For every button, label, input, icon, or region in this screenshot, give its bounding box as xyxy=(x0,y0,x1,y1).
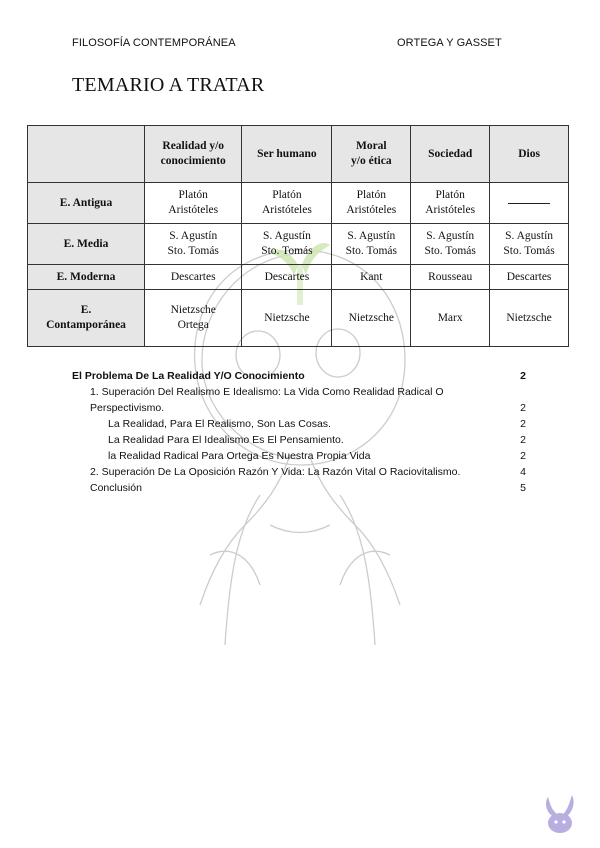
table-cell: S. Agustín Sto. Tomás xyxy=(411,224,490,265)
toc-entry-text: El Problema De La Realidad Y/O Conocimiento xyxy=(72,370,305,382)
toc-entry-page: 2 xyxy=(520,418,526,430)
column-header-ser-humano: Ser humano xyxy=(242,126,332,183)
table-cell: Nietzsche xyxy=(490,290,569,347)
table-row xyxy=(28,224,569,265)
header-author: ORTEGA Y GASSET xyxy=(397,37,502,49)
table-cell: Kant xyxy=(332,265,411,290)
temario-table xyxy=(27,125,569,347)
toc-entry-text: 1. Superación Del Realismo E Idealismo: La Vida Como Realidad Radical O Perspectivismo. xyxy=(90,386,444,414)
table-header-row xyxy=(28,126,569,183)
table-cell: Descartes xyxy=(490,265,569,290)
toc-entry[interactable] xyxy=(72,368,528,384)
table-cell: S. Agustín Sto. Tomás xyxy=(490,224,569,265)
toc-entry-text: La Realidad Para El Idealismo Es El Pensamiento. xyxy=(108,434,344,446)
table-cell: S. Agustín Sto. Tomás xyxy=(242,224,332,265)
toc-entry[interactable] xyxy=(72,480,528,496)
toc-entry-page: 5 xyxy=(520,482,526,494)
table-cell: Nietzsche Ortega xyxy=(145,290,242,347)
toc-entry-text: 2. Superación De La Oposición Razón Y Vida: La Razón Vital O Raciovitalismo. xyxy=(90,466,461,478)
toc-entry-page: 2 xyxy=(520,434,526,446)
toc-entry[interactable] xyxy=(72,432,528,448)
table-cell: Platón Aristóteles xyxy=(411,183,490,224)
toc-entry-page: 2 xyxy=(520,402,526,414)
toc-entry[interactable] xyxy=(72,464,528,480)
table-of-contents xyxy=(72,368,528,496)
table-cell: Marx xyxy=(411,290,490,347)
toc-entry[interactable] xyxy=(72,448,528,464)
toc-entry-page: 2 xyxy=(520,370,526,382)
toc-entry-text: La Realidad, Para El Realismo, Son Las Cosas. xyxy=(108,418,331,430)
table-cell: Descartes xyxy=(242,265,332,290)
table-cell: Platón Aristóteles xyxy=(145,183,242,224)
table-cell: S. Agustín Sto. Tomás xyxy=(145,224,242,265)
toc-entry-page: 2 xyxy=(520,450,526,462)
toc-entry-text: Conclusión xyxy=(90,482,142,494)
column-header-moral: Moral y/o ética xyxy=(332,126,411,183)
table-row xyxy=(28,265,569,290)
header-subject: FILOSOFÍA CONTEMPORÁNEA xyxy=(72,37,236,49)
table-row xyxy=(28,290,569,347)
table-cell: Platón Aristóteles xyxy=(242,183,332,224)
table-cell: S. Agustín Sto. Tomás xyxy=(332,224,411,265)
row-label-moderna: E. Moderna xyxy=(28,265,145,290)
toc-entry-page: 4 xyxy=(520,466,526,478)
blank-line xyxy=(508,202,550,204)
toc-entry[interactable] xyxy=(72,416,528,432)
column-header-dios: Dios xyxy=(490,126,569,183)
row-label-media: E. Media xyxy=(28,224,145,265)
column-header-sociedad: Sociedad xyxy=(411,126,490,183)
table-cell: Descartes xyxy=(145,265,242,290)
page-title: TEMARIO A TRATAR xyxy=(72,74,265,96)
row-label-antigua: E. Antigua xyxy=(28,183,145,224)
table-row xyxy=(28,183,569,224)
bunny-logo-icon xyxy=(540,793,580,837)
row-label-contemporanea: E. Contamporánea xyxy=(28,290,145,347)
toc-entry[interactable] xyxy=(72,384,528,416)
table-cell: Nietzsche xyxy=(242,290,332,347)
table-cell-blank xyxy=(490,183,569,224)
table-cell: Rousseau xyxy=(411,265,490,290)
column-header-realidad: Realidad y/o conocimiento xyxy=(145,126,242,183)
table-cell: Nietzsche xyxy=(332,290,411,347)
column-header-empty xyxy=(28,126,145,183)
toc-entry-text: la Realidad Radical Para Ortega Es Nuestra Propia Vida xyxy=(108,450,371,462)
table-cell: Platón Aristóteles xyxy=(332,183,411,224)
